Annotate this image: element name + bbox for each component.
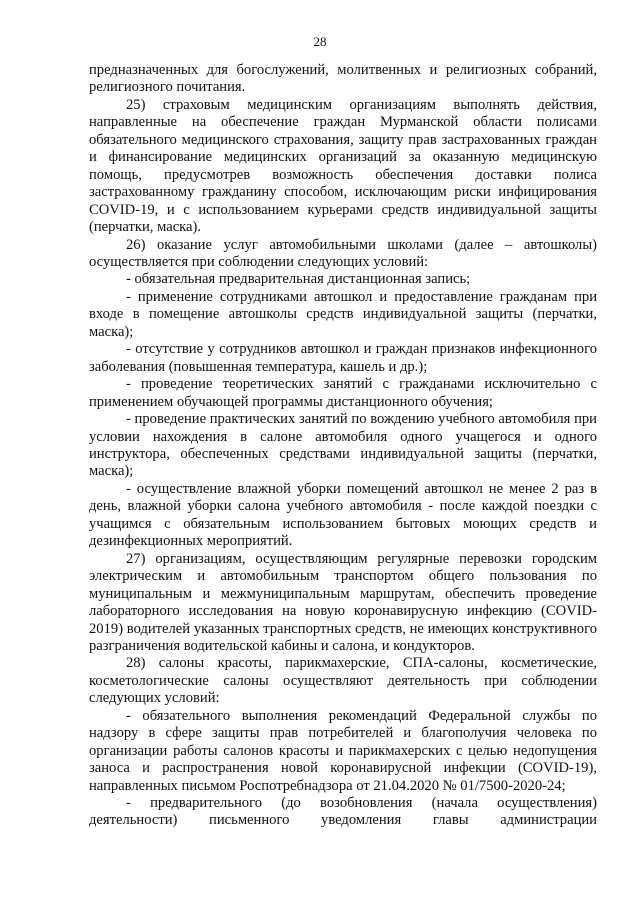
paragraph-item-28: 28) салоны красоты, парикмахерские, СПА-салоны, косметические, косметологические салоны осуществляют деятельность при соблюдении следующих условий: <box>89 655 597 707</box>
paragraph-condition: - проведение теоретических занятий с гражданами исключительно с применением обучающей программы дистанционного обучения; <box>89 376 597 410</box>
paragraph-item-26: 26) оказание услуг автомобильными школами (далее – автошколы) осуществляется при соблюдении следующих условий: <box>89 236 597 270</box>
paragraph-condition: - обязательная предварительная дистанционная запись; <box>126 271 471 288</box>
paragraph-condition: - отсутствие у сотрудников автошкол и граждан признаков инфекционного заболевания (повышенная температура, кашель и др.); <box>89 341 597 375</box>
paragraph-condition: - обязательного выполнения рекомендаций Федеральной службы по надзору в сфере защиты прав потребителей и благополучия человека по организации работы салонов красоты и парикмахерских с целью недопущения заноса и распространения новой коронавирусной инфекции (COVID-19), направленных письмом Роспотребнадзора от 21.04.2020 № 01/7500-2020-24; <box>89 707 597 794</box>
paragraph-condition: - применение сотрудниками автошкол и предоставление гражданам при входе в помещение автошколы средств индивидуальной защиты (перчатки, маска); <box>89 288 597 340</box>
paragraph-continuation: предназначенных для богослужений, молитвенных и религиозных собраний, религиозного почитания. <box>89 62 597 96</box>
paragraph-condition: - предварительного (до возобновления (начала осуществления) деятельности) письменного уведомления главы администрации <box>89 795 597 829</box>
paragraph-item-25: 25) страховым медицинским организациям выполнять действия, направленные на обеспечение граждан Мурманской области полисами обязательного медицинского страхования, защиту прав застрахованных граждан и финансирование медицинских организаций за оказанную медицинскую помощь, предусмотрев возможность обеспечения доставки полиса застрахованному гражданину способом, исключающим риски инфицирования COVID-19, и с использованием курьерами средств индивидуальной защиты (перчатки, маска). <box>89 96 597 236</box>
page-number: 28 <box>313 34 327 49</box>
document-body <box>89 62 597 830</box>
paragraph-condition: - проведение практических занятий по вождению учебного автомобиля при условии нахождения в салоне автомобиля одного учащегося и одного инструктора, обеспеченных средствами индивидуальной защиты (перчатки, маска); <box>89 411 597 480</box>
paragraph-condition: - осуществление влажной уборки помещений автошкол не менее 2 раз в день, влажной уборки салона учебного автомобиля - после каждой поездки с учащимся с обязательным использованием бытовых моющих средств и дезинфекционных мероприятий. <box>89 480 597 550</box>
paragraph-item-27: 27) организациям, осуществляющим регулярные перевозки городским электрическим и автомобильным транспортом общего пользования по муниципальным и межмуниципальным маршрутам, обеспечить проведение лабораторного исследования на новую коронавирусную инфекцию (COVID-2019) водителей указанных транспортных средств, не имеющих конструктивного разграничения водительской кабины и салона, и кондукторов. <box>89 550 597 654</box>
